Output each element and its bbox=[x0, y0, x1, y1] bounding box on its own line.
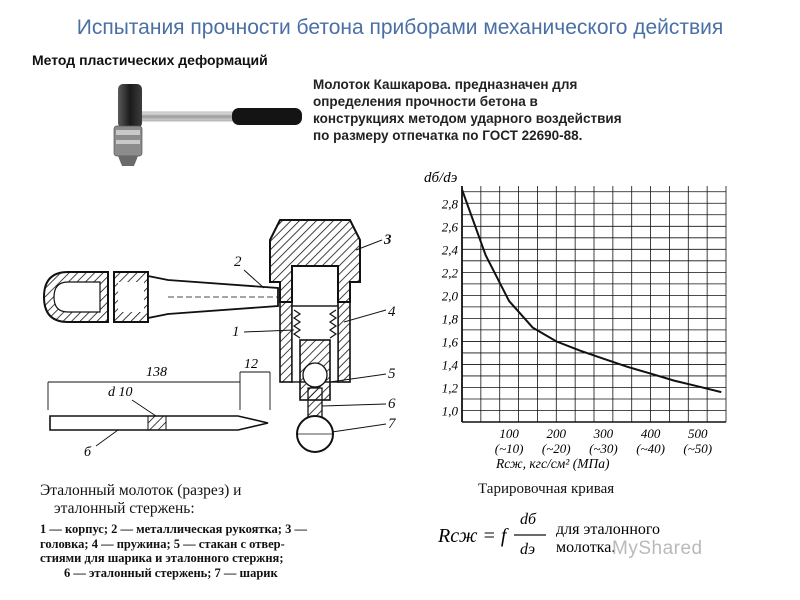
calibration-formula bbox=[438, 508, 758, 568]
calibration-curve bbox=[462, 190, 721, 393]
x-tick-label: 300 bbox=[593, 426, 614, 441]
watermark-logo: MyShared bbox=[612, 538, 703, 559]
callout-6: 6 bbox=[388, 396, 396, 412]
section-subtitle: Метод пластических деформаций bbox=[32, 52, 268, 68]
y-tick-label: 2,6 bbox=[441, 219, 458, 235]
callout-3: 3 bbox=[384, 232, 392, 248]
callout-rod: б bbox=[84, 445, 92, 460]
formula-denominator: dэ bbox=[520, 541, 536, 558]
callout-2: 2 bbox=[234, 254, 242, 270]
figure-caption bbox=[40, 482, 400, 518]
y-tick-label: 2,0 bbox=[441, 288, 458, 304]
legend-line: головка; 4 — пружина; 5 — стакан с отвер- bbox=[40, 536, 285, 551]
description-line: по размеру отпечатка по ГОСТ 22690-88. bbox=[313, 128, 583, 143]
parts-legend bbox=[40, 522, 400, 580]
legend-line: 6 — эталонный стержень; 7 — шарик bbox=[64, 565, 278, 580]
dim-tip: 12 bbox=[244, 357, 258, 372]
chart-x-ticks bbox=[495, 426, 712, 456]
calibration-chart bbox=[414, 160, 734, 478]
formula-text-2: молотка. bbox=[556, 539, 616, 556]
y-tick-label: 2,8 bbox=[441, 196, 458, 212]
description-line: Молоток Кашкарова. предназначен для bbox=[313, 77, 578, 92]
calibration-caption: Тарировочная кривая bbox=[478, 481, 615, 497]
formula-lhs: Rсж = f bbox=[438, 525, 507, 547]
x-tick-sublabel: (~40) bbox=[636, 441, 665, 456]
y-tick-label: 2,4 bbox=[441, 242, 458, 258]
hammer-description bbox=[313, 76, 673, 144]
x-tick-sublabel: (~30) bbox=[589, 441, 618, 456]
hammer-photo bbox=[100, 78, 310, 178]
callout-4: 4 bbox=[388, 304, 396, 320]
y-tick-label: 1,2 bbox=[441, 380, 458, 396]
diameter-label: d 10 bbox=[108, 385, 133, 400]
x-tick-sublabel: (~50) bbox=[683, 441, 713, 456]
y-tick-label: 1,6 bbox=[441, 334, 458, 350]
x-tick-sublabel: (~20) bbox=[541, 441, 571, 456]
dim-length: 138 bbox=[146, 365, 167, 380]
caption-line: эталонный стержень: bbox=[54, 500, 195, 517]
description-line: конструкциях методом ударного воздействия bbox=[313, 111, 622, 126]
legend-line: 1 — корпус; 2 — металлическая рукоятка; 3 — bbox=[40, 522, 307, 536]
callout-1: 1 bbox=[232, 324, 240, 340]
y-tick-label: 1,8 bbox=[441, 311, 458, 327]
x-tick-label: 400 bbox=[640, 426, 661, 441]
chart-grid bbox=[462, 186, 726, 422]
formula-numerator: dб bbox=[520, 511, 537, 528]
formula-text-1: для эталонного bbox=[556, 521, 661, 538]
hammer-section-drawing bbox=[38, 210, 418, 470]
callout-7: 7 bbox=[388, 416, 396, 432]
description-line: определения прочности бетона в bbox=[313, 94, 538, 109]
y-tick-label: 2,2 bbox=[441, 265, 458, 281]
caption-line: Эталонный молоток (разрез) и bbox=[40, 482, 242, 499]
x-tick-label: 200 bbox=[546, 426, 567, 441]
legend-line: стиями для шарика и эталонного стержня; bbox=[40, 551, 284, 565]
chart-x-label: Rсж, кгс/см² (МПа) bbox=[496, 456, 610, 471]
callout-5: 5 bbox=[388, 366, 396, 382]
y-tick-label: 1,4 bbox=[441, 357, 458, 373]
chart-y-ticks bbox=[442, 196, 459, 418]
chart-y-label: dб/dэ bbox=[424, 170, 458, 186]
page-title: Испытания прочности бетона приборами механического действия bbox=[76, 16, 724, 39]
x-tick-label: 500 bbox=[687, 426, 708, 441]
x-tick-sublabel: (~10) bbox=[494, 441, 524, 456]
y-tick-label: 1,0 bbox=[441, 403, 458, 419]
x-tick-label: 100 bbox=[499, 426, 519, 441]
